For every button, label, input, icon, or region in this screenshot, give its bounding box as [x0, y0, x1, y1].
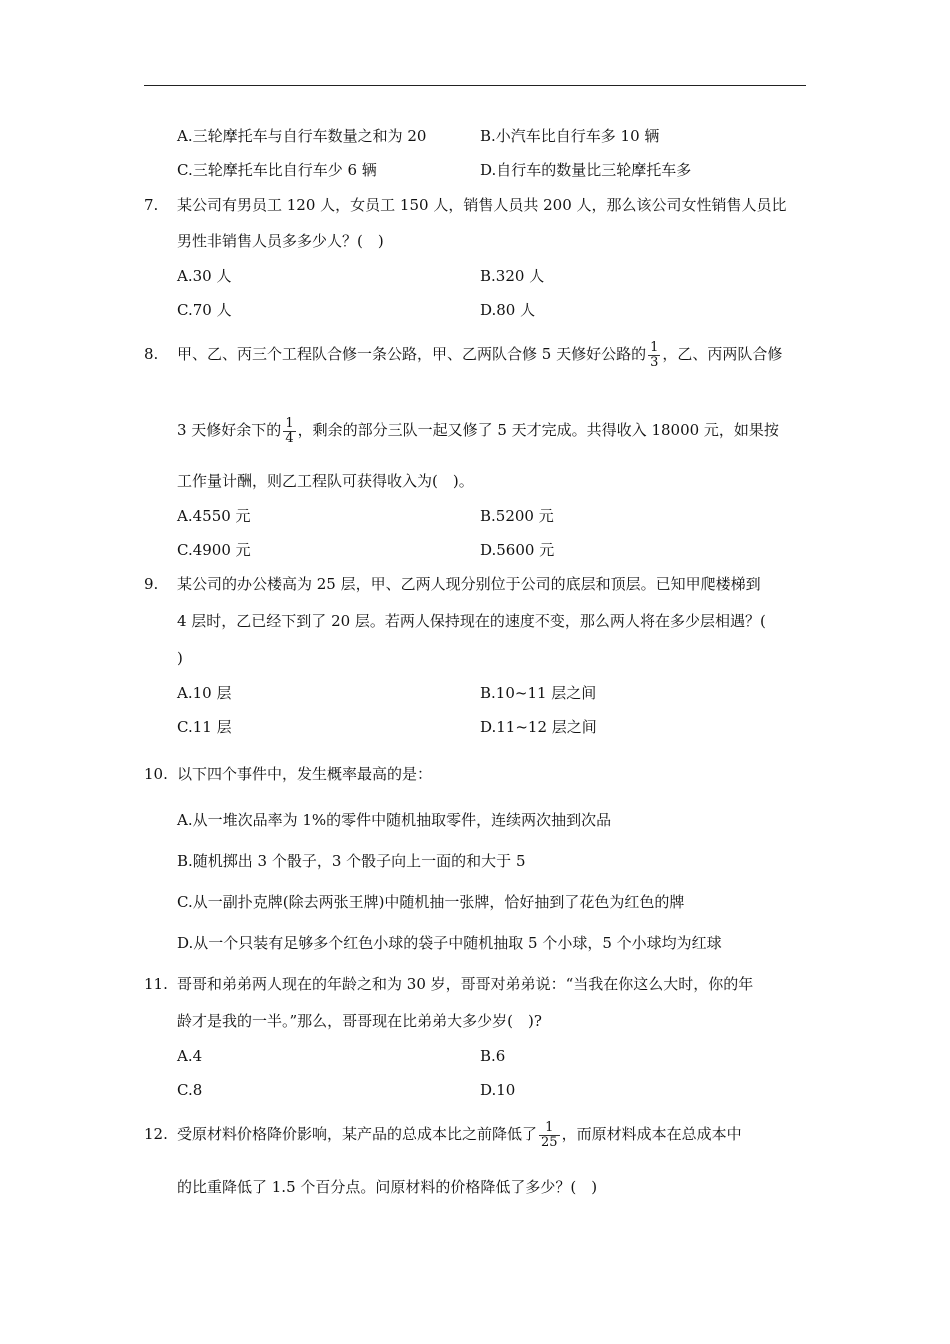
q8-option-a: A.4550 元	[177, 507, 251, 525]
q8-option-d: D.5600 元	[480, 541, 555, 559]
fraction-one-quarter	[283, 417, 295, 446]
q9-option-d: D.11~12 层之间	[480, 718, 597, 736]
q8-number: 8.	[144, 345, 159, 363]
q11-number: 11.	[144, 975, 168, 993]
q9-text-line1: 某公司的办公楼高为 25 层，甲、乙两人现分别位于公司的底层和顶层。已知甲爬楼梯到	[177, 575, 761, 593]
fraction-numerator: 1	[539, 1121, 560, 1136]
q11-text-line1: 哥哥和弟弟两人现在的年龄之和为 30 岁，哥哥对弟弟说：“当我在你这么大时，你的年	[177, 975, 754, 993]
q7-option-d: D.80 人	[480, 301, 536, 319]
q6-option-b: B.小汽车比自行车多 10 辆	[480, 127, 660, 145]
q6-option-a: A.三轮摩托车与自行车数量之和为 20	[177, 127, 427, 145]
q11-option-a: A.4	[177, 1047, 203, 1065]
q8-text-line3: 工作量计酬，则乙工程队可获得收入为( )。	[177, 472, 474, 490]
q6-option-d: D.自行车的数量比三轮摩托车多	[480, 161, 692, 179]
q8-line2-post: ，剩余的部分三队一起又修了 5 天才完成。共得收入 18000 元，如果按	[297, 421, 779, 439]
q7-option-b: B.320 人	[480, 267, 545, 285]
fraction-denominator: 4	[285, 430, 294, 446]
q12-text-line1	[177, 1114, 742, 1154]
q12-text-line2: 的比重降低了 1.5 个百分点。问原材料的价格降低了多少？( )	[177, 1178, 598, 1196]
q9-text-line2: 4 层时，乙已经下到了 20 层。若两人保持现在的速度不变，那么两人将在多少层相遇？(	[177, 612, 766, 630]
q10-option-d: D.从一个只装有足够多个红色小球的袋子中随机抽取 5 个小球，5 个小球均为红球	[177, 934, 722, 952]
q12-line1-pre: 受原材料价格降价影响，某产品的总成本比之前降低了	[177, 1125, 538, 1143]
q7-text-line2: 男性非销售人员多多少人？( )	[177, 232, 384, 250]
q12-line1-post: ，而原材料成本在总成本中	[561, 1125, 742, 1143]
q8-line2-pre: 3 天修好余下的	[177, 421, 282, 439]
q11-option-c: C.8	[177, 1081, 203, 1099]
q10-option-a: A.从一堆次品率为 1%的零件中随机抽取零件，连续两次抽到次品	[177, 811, 612, 829]
q8-text-line1	[177, 334, 782, 374]
fraction-one-twentyfifth	[539, 1121, 560, 1150]
q7-option-a: A.30 人	[177, 267, 232, 285]
q10-option-c: C.从一副扑克牌(除去两张王牌)中随机抽一张牌，恰好抽到了花色为红色的牌	[177, 893, 685, 911]
q11-text-line2: 龄才是我的一半。”那么，哥哥现在比弟弟大多少岁( )?	[177, 1012, 542, 1030]
fraction-denominator: 25	[541, 1134, 558, 1150]
fraction-one-third	[648, 341, 660, 370]
fraction-numerator: 1	[285, 415, 294, 431]
q8-option-c: C.4900 元	[177, 541, 251, 559]
q11-option-b: B.6	[480, 1047, 506, 1065]
q9-text-line3: )	[177, 649, 183, 667]
q7-option-c: C.70 人	[177, 301, 232, 319]
q8-line1-pre: 甲、乙、丙三个工程队合修一条公路，甲、乙两队合修 5 天修好公路的	[177, 345, 647, 363]
q9-option-a: A.10 层	[177, 684, 232, 702]
q8-text-line2	[177, 410, 779, 450]
q10-text-line1: 以下四个事件中，发生概率最高的是：	[177, 765, 433, 783]
fraction-denominator: 3	[650, 354, 659, 370]
fraction-numerator: 1	[650, 339, 659, 355]
q6-option-c: C.三轮摩托车比自行车少 6 辆	[177, 161, 377, 179]
q7-number: 7.	[144, 196, 159, 214]
q10-number: 10.	[144, 765, 168, 783]
header-rule	[144, 85, 806, 86]
q11-option-d: D.10	[480, 1081, 516, 1099]
q12-number: 12.	[144, 1125, 168, 1143]
q8-line1-post: ，乙、丙两队合修	[662, 345, 783, 363]
q8-option-b: B.5200 元	[480, 507, 554, 525]
q9-number: 9.	[144, 575, 159, 593]
q10-option-b: B.随机掷出 3 个骰子，3 个骰子向上一面的和大于 5	[177, 852, 526, 870]
q9-option-b: B.10~11 层之间	[480, 684, 597, 702]
q7-text-line1: 某公司有男员工 120 人，女员工 150 人，销售人员共 200 人，那么该公司女性销售人员比	[177, 196, 787, 214]
q9-option-c: C.11 层	[177, 718, 232, 736]
